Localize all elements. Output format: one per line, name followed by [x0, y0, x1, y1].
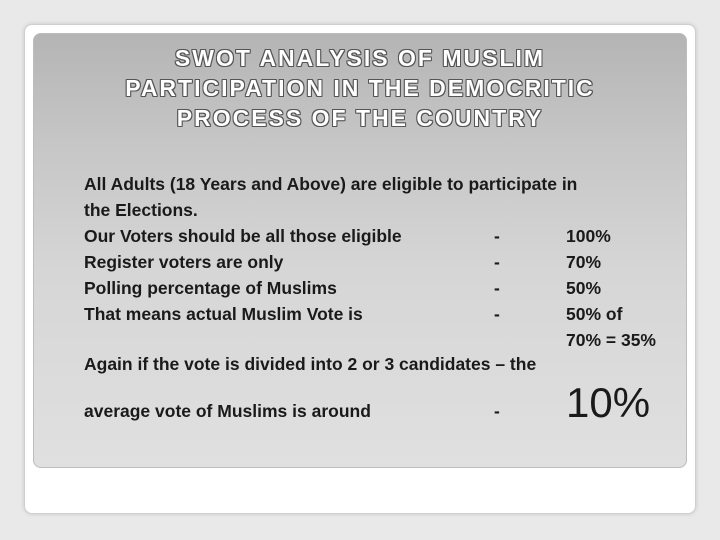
row-value: 50%	[566, 278, 602, 298]
row-actual-vote	[84, 301, 704, 327]
row-eligible-voters	[84, 223, 704, 249]
row-dash: -	[494, 226, 500, 246]
intro-line-2: the Elections.	[84, 200, 198, 220]
final-label: average vote of Muslims is around	[84, 401, 371, 421]
continuation-line: 70% = 35%	[566, 330, 656, 350]
row-label: Polling percentage of Muslims	[84, 278, 337, 298]
row-dash: -	[494, 278, 500, 298]
final-value: 10%	[566, 379, 651, 426]
title-line-2: PARTICIPATION IN THE DEMOCRITIC	[125, 75, 595, 101]
row-label: Our Voters should be all those eligible	[84, 226, 402, 246]
intro-line-1: All Adults (18 Years and Above) are eligible to participate in	[84, 174, 578, 194]
row-label: That means actual Muslim Vote is	[84, 304, 363, 324]
title-line-1: SWOT ANALYSIS OF MUSLIM	[174, 45, 546, 71]
slide-title	[60, 43, 660, 133]
row-label: Register voters are only	[84, 252, 284, 272]
title-line-3: PROCESS OF THE COUNTRY	[176, 105, 544, 131]
row-registered-voters	[84, 249, 704, 275]
final-dash: -	[494, 401, 500, 421]
row-value: 50% of	[566, 304, 623, 324]
row-dash: -	[494, 304, 500, 324]
again-line: Again if the vote is divided into 2 or 3 candidates – the	[84, 354, 537, 374]
row-polling-percentage	[84, 275, 704, 301]
row-value: 70%	[566, 252, 602, 272]
row-dash: -	[494, 252, 500, 272]
row-value: 100%	[566, 226, 611, 246]
